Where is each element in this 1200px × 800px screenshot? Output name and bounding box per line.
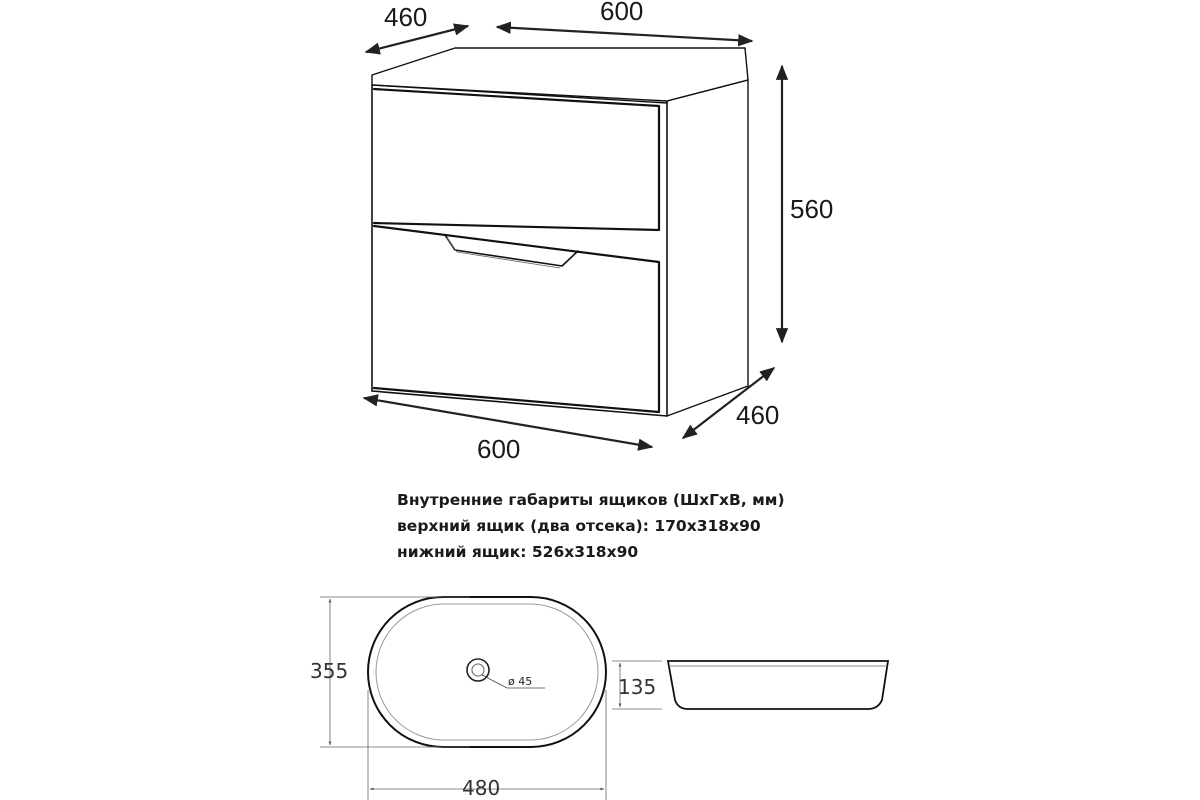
cabinet-side-panel	[667, 80, 748, 416]
bottom-width-label: 600	[477, 434, 521, 464]
top-width-arrow	[497, 27, 752, 41]
drain-inner-circle	[472, 664, 484, 676]
basin-outer-rim	[368, 597, 606, 747]
basin-top-view	[368, 597, 606, 747]
lower-drawer-front	[374, 226, 659, 412]
drain-leader-line	[482, 675, 507, 688]
basin-side-view	[668, 661, 888, 709]
drain-diameter-label: ø 45	[508, 675, 533, 688]
spec-lower-drawer: нижний ящик: 526х318х90	[397, 543, 639, 561]
spec-heading: Внутренние габариты ящиков (ШхГхВ, мм)	[397, 491, 785, 509]
top-width-label: 600	[600, 0, 644, 26]
basin-height-label: 135	[618, 675, 657, 699]
bottom-depth-label: 460	[736, 400, 780, 430]
basin-depth-label: 355	[310, 659, 349, 683]
top-depth-label: 460	[384, 2, 428, 32]
cabinet-dimension-arrows	[364, 26, 782, 447]
upper-drawer-front	[374, 89, 659, 230]
basin-width-label: 480	[462, 776, 501, 800]
drain-outer-circle	[467, 659, 489, 681]
cabinet-top-front-edge	[372, 85, 667, 103]
height-label: 560	[790, 194, 834, 224]
cabinet-drawing	[372, 48, 748, 416]
cabinet-front-bottom-edge	[372, 391, 667, 416]
basin-inner-bowl	[376, 604, 598, 740]
basin-side-profile	[668, 661, 888, 709]
drawer-handle-recess	[445, 235, 578, 266]
spec-upper-drawer: верхний ящик (два отсека): 170х318х90	[397, 517, 761, 535]
drawer-internal-dimensions	[397, 487, 785, 565]
